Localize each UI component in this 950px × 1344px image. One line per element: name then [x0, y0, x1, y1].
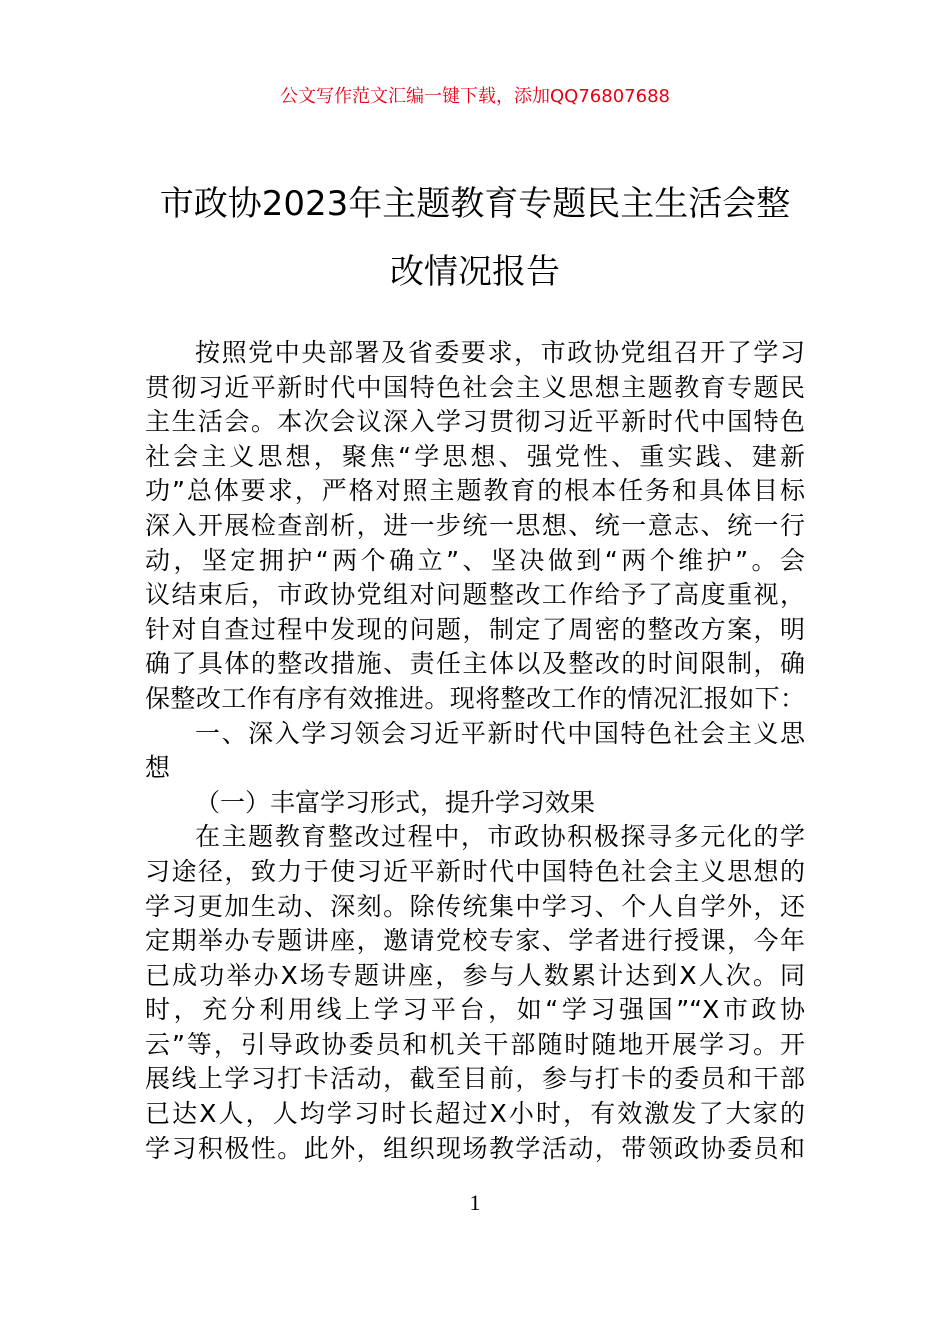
page-number: 1	[469, 1190, 481, 1215]
text-line: 保整改工作有序有效推进。现将整改工作的情况汇报如下：	[145, 683, 805, 713]
title-line-2: 改情况报告	[390, 252, 560, 292]
text-line: 已成功举办X场专题讲座，参与人数累计达到X人次。同	[145, 960, 805, 990]
text-line: 想	[145, 753, 171, 783]
text-line: 学习更加生动、深刻。除传统集中学习、个人自学外，还	[145, 891, 805, 921]
text-line: 功”总体要求，严格对照主题教育的根本任务和具体目标	[145, 476, 805, 506]
text-line: 针对自查过程中发现的问题，制定了周密的整改方案，明	[145, 614, 805, 644]
text-line: （一）丰富学习形式，提升学习效果	[195, 787, 596, 817]
text-line: 确了具体的整改措施、责任主体以及整改的时间限制，确	[145, 649, 805, 679]
text-line: 深入开展检查剖析，进一步统一思想、统一意志、统一行	[145, 510, 805, 540]
text-line: 动，坚定拥护“两个确立”、坚决做到“两个维护”。会	[145, 545, 805, 575]
text-line: 已达X人，人均学习时长超过X小时，有效激发了大家的	[145, 1099, 805, 1129]
text-line: 社会主义思想，聚焦“学思想、强党性、重实践、建新	[145, 441, 805, 471]
text-line: 定期举办专题讲座，邀请党校专家、学者进行授课，今年	[145, 926, 805, 956]
text-line: 主生活会。本次会议深入学习贯彻习近平新时代中国特色	[145, 407, 805, 437]
text-line: 展线上学习打卡活动，截至目前，参与打卡的委员和干部	[145, 1064, 805, 1094]
document-body	[145, 336, 805, 1166]
text-line: 按照党中央部署及省委要求，市政协党组召开了学习	[195, 338, 805, 367]
download-banner: 公文写作范文汇编一键下载，添加QQ76807688	[280, 86, 670, 107]
text-line: 在主题教育整改过程中，市政协积极探寻多元化的学	[195, 822, 805, 852]
text-line: 时，充分利用线上学习平台，如“学习强国”“X市政协	[145, 995, 805, 1025]
text-line: 贯彻习近平新时代中国特色社会主义思想主题教育专题民	[145, 372, 805, 402]
text-line: 议结束后，市政协党组对问题整改工作给予了高度重视，	[145, 580, 805, 610]
text-line: 习途径，致力于使习近平新时代中国特色社会主义思想的	[145, 856, 805, 886]
text-line: 学习积极性。此外，组织现场教学活动，带领政协委员和	[145, 1133, 805, 1163]
text-line: 一、深入学习领会习近平新时代中国特色社会主义思	[195, 718, 805, 748]
title-line-1: 市政协2023年主题教育专题民主生活会整	[159, 184, 791, 224]
text-line: 云”等，引导政协委员和机关干部随时随地开展学习。开	[145, 1029, 805, 1059]
document-title	[145, 170, 805, 306]
